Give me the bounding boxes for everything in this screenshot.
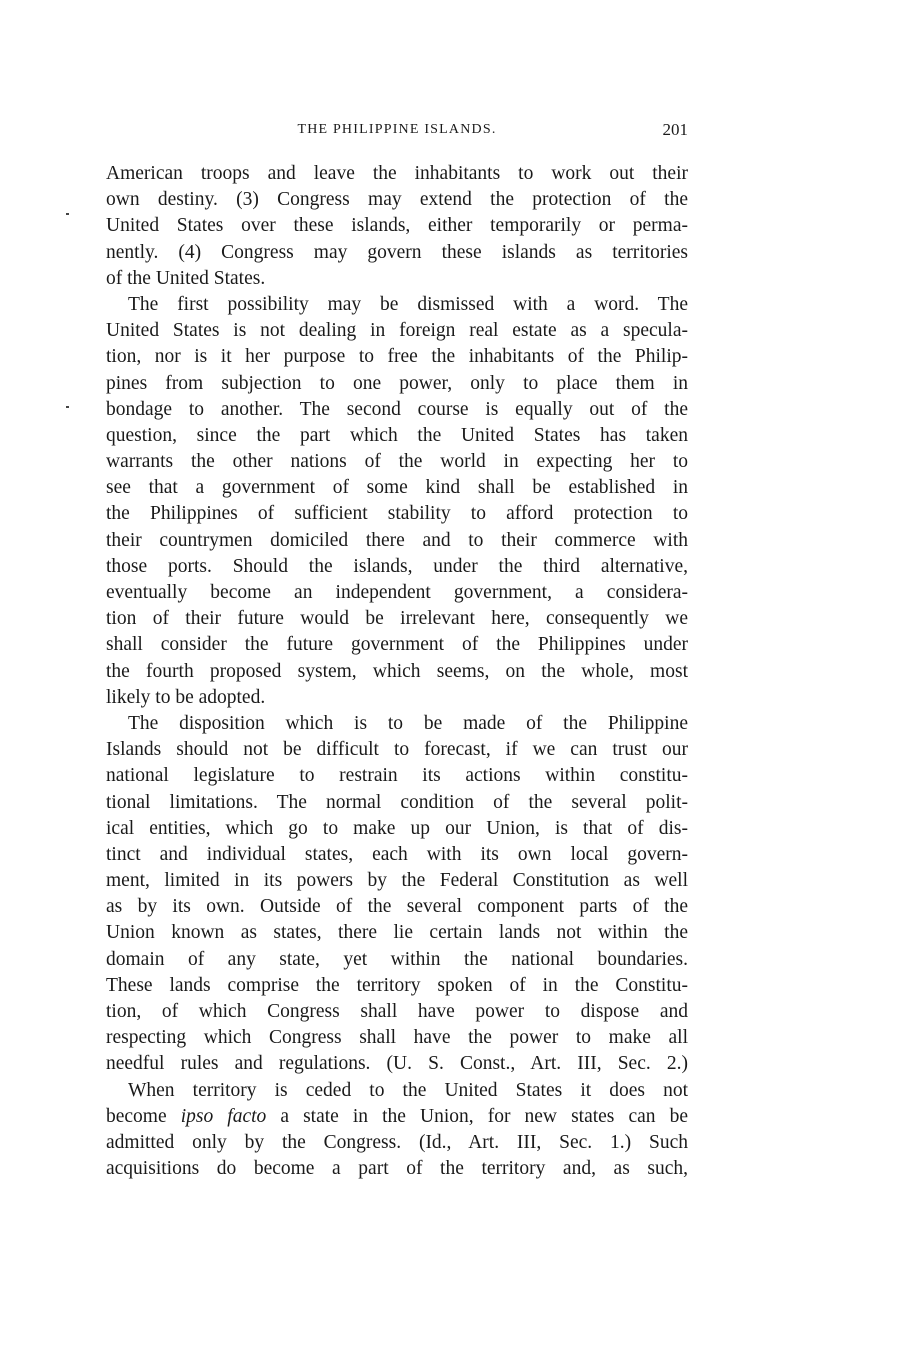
text-line: American troops and leave the inhabitants to work out their	[106, 163, 688, 184]
stray-mark	[66, 213, 69, 215]
text-line: bondage to another. The second course is equally out of the	[106, 398, 688, 420]
text-line: Union known as states, there lie certain lands not within the	[106, 922, 688, 944]
text-line: admitted only by the Congress. (Id., Art. III, Sec. 1.) Such	[106, 1131, 688, 1153]
text-line: tional limitations. The normal condition of the several polit-	[106, 791, 688, 813]
text-line: the fourth proposed system, which seems, on the whole, most	[106, 660, 688, 682]
text-line: These lands comprise the territory spoken of in the Constitu-	[106, 974, 688, 996]
text-line: ment, limited in its powers by the Federal Constitution as well	[106, 870, 688, 892]
text-line: Islands should not be difficult to forecast, if we can trust our	[106, 739, 688, 761]
text-line: of the United States.	[106, 267, 266, 289]
text-line: acquisitions do become a part of the territory and, as such,	[106, 1158, 688, 1180]
text-line: shall consider the future government of the Philippines under	[106, 634, 688, 656]
text-line: needful rules and regulations. (U. S. Const., Art. III, Sec. 2.)	[106, 1053, 688, 1075]
paragraph	[106, 1078, 688, 1183]
text-line: the Philippines of sufficient stability to afford protection to	[106, 503, 688, 525]
text-line: When territory is ceded to the United States it does not	[128, 1079, 688, 1101]
paragraph	[106, 711, 688, 1078]
text-line: those ports. Should the islands, under the third alternative,	[106, 555, 688, 577]
text-line: warrants the other nations of the world in expecting her to	[106, 451, 688, 473]
text-line: tion, nor is it her purpose to free the inhabitants of the Philip-	[106, 346, 688, 368]
text-line: United States is not dealing in foreign real estate as a specula-	[106, 320, 688, 342]
text-line: pines from subjection to one power, only to place them in	[106, 372, 688, 394]
running-title: THE PHILIPPINE ISLANDS.	[297, 122, 497, 137]
text-line: United States over these islands, either temporarily or perma-	[106, 215, 688, 237]
text-line: see that a government of some kind shall be established in	[106, 477, 688, 499]
body-text	[106, 161, 688, 1182]
text-line: national legislature to restrain its actions within constitu-	[106, 765, 688, 787]
text-line: become ipso facto a state in the Union, for new states can be	[106, 1105, 688, 1127]
text-line: The disposition which is to be made of the Philippine	[128, 712, 688, 734]
text-line: own destiny. (3) Congress may extend the protection of the	[106, 189, 688, 211]
text-line: tinct and individual states, each with its own local govern-	[106, 843, 688, 865]
text-line: tion, of which Congress shall have power to dispose and	[106, 1001, 688, 1022]
text-line: nently. (4) Congress may govern these islands as territories	[106, 241, 688, 263]
text-line: as by its own. Outside of the several component parts of the	[106, 896, 688, 918]
paragraph	[106, 292, 688, 711]
stray-mark	[66, 406, 69, 408]
italic-phrase: ipso facto	[180, 1105, 267, 1127]
text-line: ical entities, which go to make up our Union, is that of dis-	[106, 817, 688, 839]
paragraph	[106, 161, 688, 292]
text-line: tion of their future would be irrelevant here, consequently we	[106, 608, 688, 630]
text-line: domain of any state, yet within the national boundaries.	[106, 948, 688, 970]
text-line: their countrymen domiciled there and to their commerce with	[106, 529, 688, 551]
text-line: respecting which Congress shall have the power to make all	[106, 1027, 688, 1049]
text-line: The first possibility may be dismissed with a word. The	[128, 293, 688, 315]
running-head	[106, 118, 688, 142]
text-line: likely to be adopted.	[106, 686, 266, 708]
page-number: 201	[662, 120, 688, 139]
text-line: question, since the part which the United States has taken	[106, 424, 688, 446]
text-line: eventually become an independent government, a considera-	[106, 582, 688, 603]
